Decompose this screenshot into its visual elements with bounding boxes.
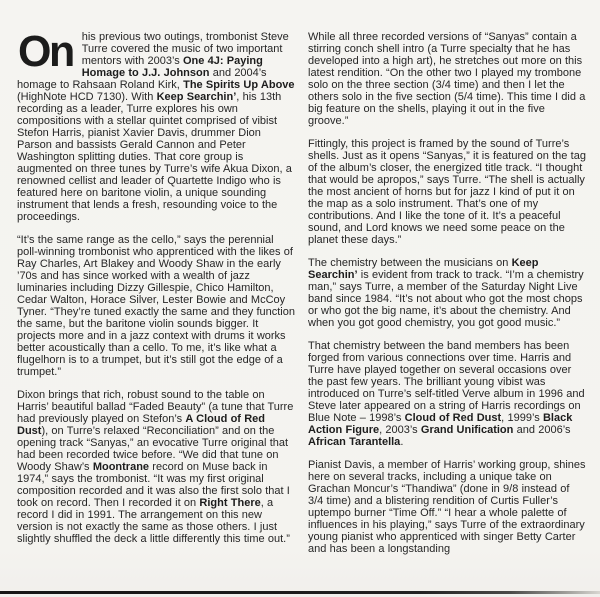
article-paragraph: [308, 340, 587, 448]
album-title-bold: One 4J: Paying Homage to J.J. Johnson: [81, 55, 263, 79]
text-segment: Pianist Davis, a member of Harris’ working group, shines here on several tracks, including a unique take on Grachan Moncur’s “Thandiwa” (done in 9/8 instead of 3/4 time) and a blistering rendition of Curtis Fuller’s uptempo burner “Time Off.” “I hear a whole palette of influences in his playing,” says Turre of the extraordinary young pianist who apprenticed with singer Betty Carter and has been a longstanding: [308, 459, 586, 555]
article-paragraph: [308, 138, 587, 246]
text-segment: Dixon brings that rich, robust sound to the table on Harris’ beautiful ballad “Faded Beauty” (a tune that Turre had previously played on Stefon’s: [17, 389, 294, 425]
article-paragraph: [17, 27, 296, 223]
text-segment: , 1999’s: [501, 412, 543, 424]
article-paragraph: [308, 257, 587, 329]
text-segment: .: [400, 436, 404, 448]
right-column: [308, 31, 587, 566]
text-segment: and 2006’s: [513, 424, 571, 436]
text-segment: record on Muse back in 1974,” says the trombonist. “It was my first original composition recorded and it was also the first solo that I took on record. Then I recorded it on: [17, 461, 290, 509]
album-title-bold: Right There: [199, 497, 261, 509]
text-segment: That chemistry between the band members has been forged from various connections over time. Harris and Turre have played together on several occasions over the past few years. The brilliant young vibist was introduced on Turre’s self-titled Verve album in 1996 and Steve later appeared on a string of Harris recordings on Blue Note – 1998’s: [308, 340, 585, 424]
text-segment: Fittingly, this project is framed by the sound of Turre’s shells. Just as it opens “Sanyas,” it is featured on the tag of the album’s closer, the energized title track. “I thought that would be apropos,” says Turre. “The shell is actually the most ancient of horns but for jazz I kind of put it on the map as a solo instrument. That’s one of my contributions. And I like the tone of it. It’s a peaceful sound, and Lord knows we need some peace on the planet these days.”: [308, 138, 586, 246]
album-title-bold: A Cloud of Red Dust: [17, 413, 265, 437]
album-title-bold: Cloud of Red Dust: [404, 412, 502, 424]
album-title-bold: Moontrane: [92, 461, 150, 473]
album-title-bold: Keep Searchin’: [156, 91, 237, 103]
page-bottom-scan-edge: [0, 591, 600, 594]
text-segment: The chemistry between the musicians on: [308, 257, 512, 269]
text-segment: While all three recorded versions of “Sanyas” contain a stirring conch shell intro (a Turre specialty that he has developed into a high art), he stretches out more on this latest rendition. “On the other two I played my trombone solo on the three section (3/4 time) and then I let the others solo in the five section (5/4 time). This time I did a big feature on the shells, playing it out in the five groove.”: [308, 31, 586, 127]
text-segment: , 2003’s: [379, 424, 421, 436]
album-title-bold: Keep Searchin’: [308, 257, 539, 281]
text-segment: is evident from track to track. “I’m a chemistry man,” says Turre, a member of the Saturday Night Live band since 1984. “It’s not about who got the most chops or who got the big name, it’s about the chemistry. And when you got good chemistry, you got good music.”: [308, 269, 584, 329]
article-paragraph: [17, 234, 296, 378]
article-paragraph: [308, 459, 587, 555]
left-column: [17, 27, 296, 566]
album-title-bold: Grand Unification: [420, 424, 514, 436]
article-paragraph: [17, 389, 296, 545]
text-segment: (HighNote HCD 7130). With: [17, 91, 157, 103]
text-segment: and 2004’s homage to Rahsaan Roland Kirk,: [17, 67, 267, 91]
text-segment: “It’s the same range as the cello,” says the perennial poll-winning trombonist who apprenticed with the likes of Ray Charles, Art Blakey and Woody Shaw in the early ’70s and has since worked with a wealth of jazz luminaries including Dizzy Gillespie, Chico Hamilton, Cedar Walton, Horace Silver, Lester Bowie and McCoy Tyner. “They’re tuned exactly the same and they function the same, but the baritone violin sounds bigger. It projects more and in a jazz context with drums it works better acoustically than a cello. To me, it’s like what a flugelhorn is to a trumpet, but it’s still got the edge of a trumpet.”: [17, 234, 295, 378]
article-paragraph: [308, 31, 587, 127]
album-title-bold: Black Action Figure: [308, 412, 573, 436]
album-title-bold: The Spirits Up Above: [183, 79, 295, 91]
text-segment: ), on Turre’s relaxed “Reconciliation” and on the opening track “Sanyas,” an evocative Turre original that had been recorded twice before. “We did that tune on Woody Shaw’s: [17, 425, 289, 473]
album-title-bold: African Tarantella: [308, 436, 401, 448]
text-segment: his previous two outings, trombonist Steve Turre covered the music of two important mentors with 2003’s: [81, 31, 289, 67]
text-segment: , his 13th recording as a leader, Turre explores his own compositions with a stellar quintet comprised of vibist Stefon Harris, pianist Xavier Davis, drummer Dion Parson and bassists Gerald Cannon and Peter Washington splitting duties. That core group is augmented on three tunes by Turre’s wife Akua Dixon, a renowned cellist and leader of Quartette Indigo who is featured here on baritone violin, a unique sounding instrument that lends a fresh, resounding voice to the proceedings.: [17, 91, 292, 223]
text-segment: , a record I did in 1991. The arrangement on this new version is not exactly the same as those others. I just slightly shuffled the deck a little differently this time out.”: [17, 497, 290, 545]
dropcap-word: On: [18, 27, 73, 77]
